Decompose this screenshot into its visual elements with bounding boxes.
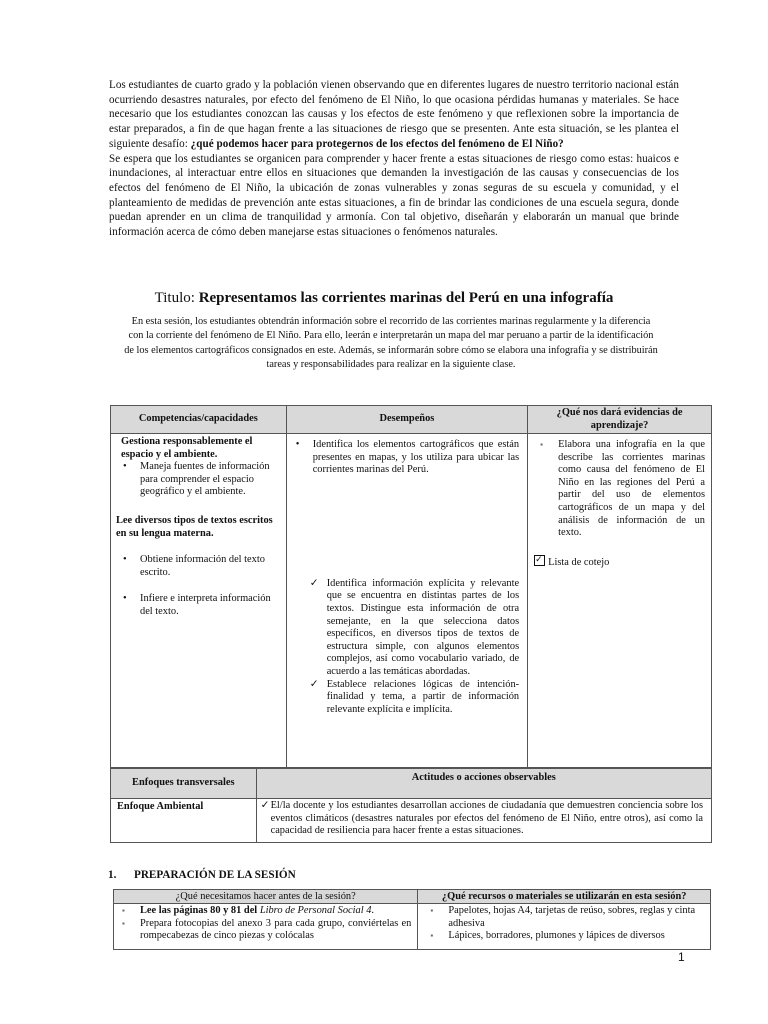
- preparation-table: [113, 889, 711, 950]
- competencias-cell: [111, 434, 287, 768]
- actitud-cell: [256, 799, 711, 843]
- capacity-item: • Infiere e interpreta información del texto.: [140, 593, 281, 618]
- intro-paragraph-1: [109, 78, 679, 152]
- section-heading: [108, 869, 296, 881]
- enfoque-name: Enfoque Ambiental: [111, 799, 257, 843]
- header-actitudes: Actitudes o acciones observables: [256, 769, 711, 799]
- header-resources: ¿Qué recursos o materiales se utilizarán en esta sesión?: [418, 890, 711, 904]
- header-enfoques: Enfoques transversales: [111, 769, 257, 799]
- competency-1-capacities: [116, 461, 281, 499]
- competencias-table: [110, 405, 712, 768]
- header-competencias: Competencias/capacidades: [111, 406, 287, 434]
- before-session-cell: [114, 904, 418, 950]
- section-title: PREPARACIÓN DE LA SESIÓN: [133, 869, 296, 881]
- desempenos-cell: [286, 434, 527, 768]
- resources-cell: [418, 904, 711, 950]
- checked-box-icon: [534, 555, 545, 566]
- header-before-session: [114, 890, 418, 904]
- competency-2-title: Lee diversos tipos de textos escritos en su lengua materna.: [116, 514, 273, 539]
- capacity-item: • Obtiene información del texto escrito.: [140, 554, 281, 579]
- actitud-text: El/la docente y los estudiantes desarrollan acciones de ciudadanía que demuestren conciencia sobre los eventos climáticos (desastres naturales por efectos del fenómeno de El Niño, entre otros), así como la capacidad de resiliencia para hacer frente a estas situaciones.: [270, 800, 703, 837]
- resource-item: ▪ Lápices, borradores, plumones y lápices de diversos: [448, 930, 704, 943]
- capacity-item: • Maneja fuentes de información para comprender el espacio geográfico y el ambiente.: [140, 461, 281, 499]
- before-item-1-bold: Lee las páginas 80 y 81 del: [140, 905, 258, 916]
- section-number: 1.: [108, 869, 117, 881]
- desempeno-item: ✓ Identifica información explícita y relevante que se encuentra en distintas partes de los textos. Distingue esta información de otra semejante, en la que selecciona datos específicos, en diversos tipos de textos de estructura simple, con algunos elementos complejos, así como vocabulario variado, de acuerdo a las temáticas abordadas.: [327, 578, 519, 679]
- intro-challenge-question: ¿qué podemos hacer para protegernos de los efectos del fenómeno de El Niño?: [190, 137, 564, 150]
- competency-2-capacities: [116, 554, 281, 618]
- before-item-2: ▪ Prepara fotocopias del anexo 3 para cada grupo, conviértelas en rompecabezas de cinco piezas y colócalas: [140, 918, 411, 943]
- header-desempenos: Desempeños: [286, 406, 527, 434]
- title-prefix: Titulo:: [154, 290, 195, 306]
- desempeno-item: ✓ Establece relaciones lógicas de intención-finalidad y tema, a partir de información relevante explícita e implícita.: [327, 679, 519, 717]
- instrument: [534, 554, 705, 570]
- desempeno-reading-list: [293, 578, 519, 717]
- page-number: 1: [678, 950, 685, 964]
- intro-paragraph-1-text: Los estudiantes de cuarto grado y la población vienen observando que en diferentes lugares de nuestro territorio nacional están ocurriendo desastres naturales, por efecto del fenómeno de El Niño, lo que ocasiona pérdidas humanas y materiales. Se hace necesario que los estudiantes conozcan las causas y los efectos de este fenómeno y que reflexionen sobre la importancia de estar preparados, a fin de que hagan frente a las situaciones de riesgo que se presenten. Ante esta situación, se les plantea el siguiente desafío:: [109, 79, 679, 150]
- book-title: Libro de Personal Social 4: [259, 905, 372, 916]
- title-text: Representamos las corrientes marinas del Perú en una infografía: [198, 290, 614, 306]
- evidencias-cell: [528, 434, 712, 768]
- header-evidencias: ¿Qué nos dará evidencias de aprendizaje?: [528, 406, 712, 434]
- competency-1-title: Gestiona responsablemente el espacio y el ambiente.: [121, 436, 253, 460]
- desempeno-geo-list: [293, 439, 519, 477]
- actitud-text-wrap: [261, 800, 703, 838]
- intro-text: [109, 78, 679, 240]
- instrument-label: Lista de cotejo: [548, 556, 610, 568]
- check-icon: ✓: [260, 800, 270, 811]
- session-summary: En esta sesión, los estudiantes obtendrán información sobre el recorrido de las corrientes marinas regularmente y la diferencia con la corriente del fenómeno de El Niño. Para ello, leerán e interpretarán un mapa del mar peruano a partir de la identificación de los elementos cartográficos consignados en este. Además, se informarán sobre cómo se elabora una infografía y se distribuirán tareas y responsabilidades para realizar en la siguiente clase.: [124, 316, 658, 370]
- header-before-session-text: ¿Qué necesitamos hacer antes de la sesión?: [175, 890, 356, 902]
- before-session-list: [120, 905, 411, 943]
- before-item-1-end: .: [371, 905, 375, 916]
- resource-item: ▪ Papelotes, hojas A4, tarjetas de reúso, sobres, reglas y cinta adhesiva: [448, 905, 704, 930]
- enfoques-table: [110, 768, 712, 843]
- desempeno-item: • Identifica los elementos cartográficos que están presentes en mapas, y los utiliza para ubicar las corrientes marinas del Perú.: [313, 439, 519, 477]
- intro-paragraph-2: Se espera que los estudiantes se organicen para comprender y hacer frente a estas situaciones de riesgo como estas: huaicos e inundaciones, al interactuar entre ellos en situaciones que demanden la investigación de las causas y consecuencias de los efectos del fenómeno de El Niño, la ubicación de zonas vulnerables y zonas seguras de su escuela y comunidad, y el planteamiento de medidas de prevención ante estas situaciones, a fin de brindar las condiciones de una escuela segura, donde puedan aprender en un clima de tranquilidad y armonía. Con tal objetivo, diseñarán y elaborarán un manual que brinde información acerca de cómo deben manejarse estas situaciones o fenómenos naturales.: [109, 152, 679, 239]
- before-item-1: [140, 905, 411, 918]
- resources-list: [424, 905, 704, 943]
- evidence-item: ▪ Elabora una infografía en la que describe las corrientes marinas como causa del fenómeno de El Niño en las regiones del Perú a partir del uso de elementos cartográficos de un mapa y del análisis de información de un texto.: [558, 439, 705, 540]
- session-title: [0, 289, 768, 307]
- evidence-list: [534, 439, 705, 540]
